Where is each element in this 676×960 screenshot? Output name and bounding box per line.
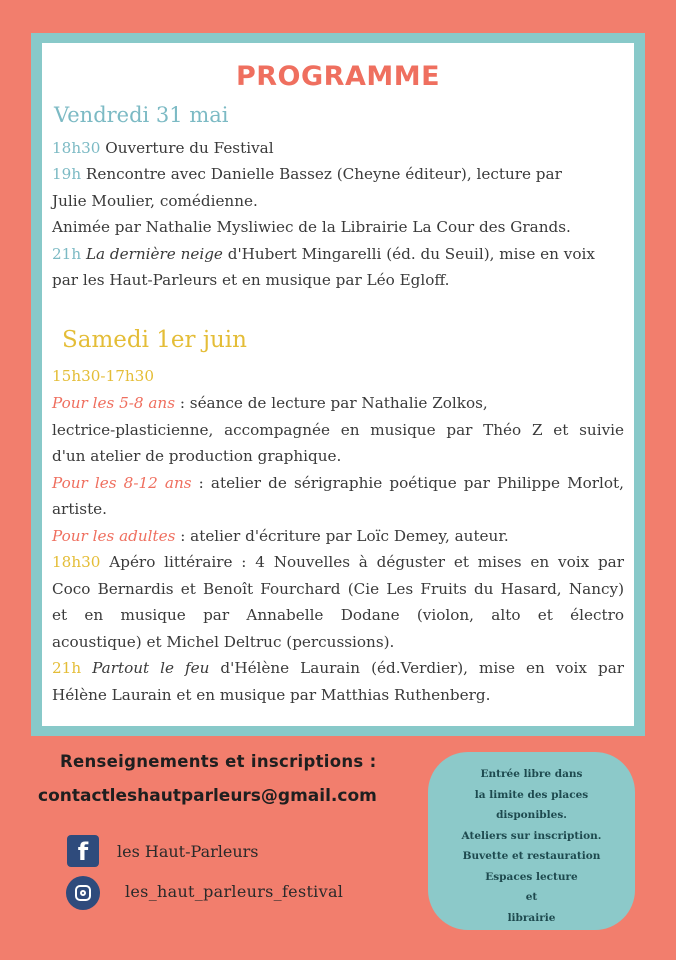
instagram-link[interactable]: les_haut_parleurs_festival — [125, 882, 344, 901]
line-text: d'un atelier de production graphique. — [52, 447, 342, 465]
friday-line-2 — [52, 161, 624, 188]
saturday-heading: Samedi 1er juin — [62, 327, 247, 353]
page-title: PROGRAMME — [235, 61, 441, 92]
info-line: Entrée libre dans — [480, 768, 583, 780]
line-text: Rencontre avec Danielle Bassez (Cheyne éditeur), lecture par — [81, 165, 562, 183]
saturday-line-12 — [52, 682, 624, 709]
contact-email-link[interactable]: contactleshautparleurs@gmail.com — [38, 786, 377, 806]
info-line: Buvette et restauration — [462, 850, 601, 862]
saturday-line-1 — [52, 390, 624, 417]
saturday-line-8 — [52, 576, 624, 603]
info-line: librairie — [507, 911, 556, 924]
friday-line-5 — [52, 241, 624, 268]
time-label: 21h — [52, 659, 82, 677]
friday-line-6 — [52, 267, 624, 294]
info-line: disponibles. — [496, 809, 567, 821]
time-label: 18h30 — [52, 553, 101, 571]
line-text: Coco Bernardis et Benoît Fourchard (Cie Les Fruits du Hasard, Nancy) — [52, 580, 624, 598]
contact-heading: Renseignements et inscriptions : — [60, 752, 377, 771]
line-text: : atelier d'écriture par Loïc Demey, auteur. — [175, 527, 509, 545]
friday-heading: Vendredi 31 mai — [54, 103, 229, 127]
audience-label: Pour les 8-12 ans — [52, 474, 192, 492]
audience-label: Pour les adultes — [52, 527, 176, 545]
time-label: 21h — [52, 245, 82, 263]
line-text: Apéro littéraire : 4 Nouvelles à déguster et mises en voix par — [100, 553, 624, 571]
line-text: : atelier de sérigraphie poétique par Philippe Morlot, — [191, 474, 624, 492]
book-title: Partout le feu — [92, 659, 210, 677]
line-text: d'Hélène Laurain (éd.Verdier), mise en voix par — [209, 659, 625, 677]
info-line: Espaces lecture — [485, 870, 578, 883]
saturday-line-3 — [52, 443, 624, 470]
saturday-line-5 — [52, 496, 624, 523]
line-text: : séance de lecture par Nathalie Zolkos, — [175, 394, 488, 412]
line-text: Animée par Nathalie Mysliwiec de la Librairie La Cour des Grands. — [52, 218, 571, 236]
line-text: acoustique) et Michel Deltruc (percussions). — [52, 633, 395, 651]
saturday-line-9 — [52, 602, 624, 629]
saturday-time-range: 15h30-17h30 — [52, 367, 154, 385]
audience-label: Pour les 5-8 ans — [52, 394, 175, 412]
info-line: et — [525, 891, 538, 903]
saturday-line-2 — [52, 417, 624, 444]
time-label: 19h — [52, 165, 82, 183]
line-text: Ouverture du Festival — [100, 139, 274, 157]
line-text: Hélène Laurain et en musique par Matthias Ruthenberg. — [52, 686, 491, 704]
info-line: la limite des places — [474, 788, 589, 801]
facebook-icon[interactable]: f — [67, 835, 99, 867]
facebook-link[interactable]: les Haut-Parleurs — [117, 842, 259, 861]
line-text: d'Hubert Mingarelli (éd. du Seuil), mise en voix — [222, 245, 595, 263]
saturday-line-6 — [52, 523, 624, 550]
line-text: par les Haut-Parleurs et en musique par Léo Egloff. — [52, 271, 450, 289]
saturday-line-7 — [52, 549, 624, 576]
instagram-icon[interactable] — [66, 876, 100, 910]
saturday-line-11 — [52, 655, 624, 682]
saturday-line-4 — [52, 470, 624, 497]
line-text: artiste. — [52, 500, 107, 518]
friday-line-1 — [52, 135, 624, 162]
saturday-line-10 — [52, 629, 624, 656]
time-label: 18h30 — [52, 139, 101, 157]
line-text: Julie Moulier, comédienne. — [52, 192, 258, 210]
info-box — [428, 752, 635, 930]
line-text: lectrice-plasticienne, accompagnée en musique par Théo Z et suivie — [52, 421, 624, 439]
friday-line-3 — [52, 188, 624, 215]
book-title: La dernière neige — [85, 245, 223, 263]
line-text: et en musique par Annabelle Dodane (violon, alto et électro — [52, 606, 624, 624]
friday-line-4 — [52, 214, 624, 241]
info-line: Ateliers sur inscription. — [461, 829, 602, 842]
instagram-lens — [80, 890, 86, 896]
